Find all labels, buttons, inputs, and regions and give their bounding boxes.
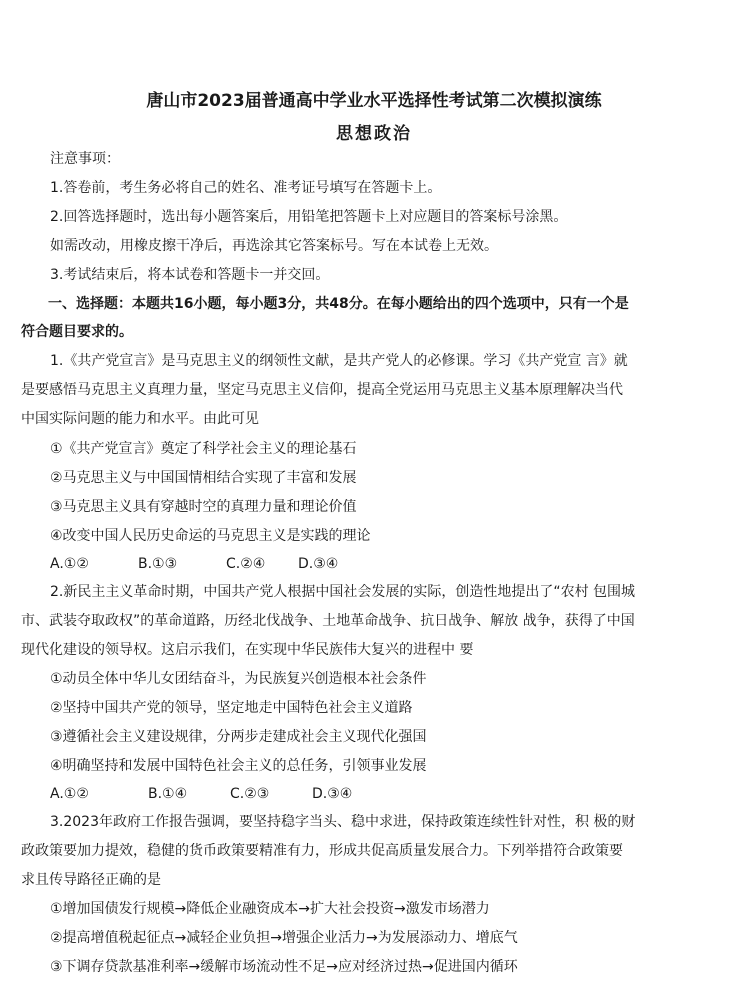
q1-stem-line-1: 1.《共产党宣言》是马克思主义的纲领性文献，是共产党人的必修课。学习《共产党宣 言》就 [50, 353, 628, 369]
q1-option-4: ④改变中国人民历史命运的马克思主义是实践的理论 [50, 528, 371, 544]
q2-choice-d: D.③④ [312, 786, 353, 802]
q2-option-2: ②坚持中国共产党的领导，坚定地走中国特色社会主义道路 [50, 700, 413, 716]
q1-choice-d: D.③④ [298, 556, 339, 572]
q3-option-2: ②提高增值税起征点→减轻企业负担→增强企业活力→为发展添动力、增底气 [50, 930, 518, 946]
document-title: 唐山市2023届普通高中学业水平选择性考试第二次模拟演练 [146, 91, 602, 111]
q1-stem-line-2: 是要感悟马克思主义真理力量，坚定马克思主义信仰，提高全党运用马克思主义基本原理解决当代 [21, 382, 623, 398]
q2-option-3: ③遵循社会主义建设规律，分两步走建成社会主义现代化强国 [50, 729, 427, 745]
q2-choice-b: B.①④ [148, 786, 188, 802]
notice-heading: 注意事项： [50, 151, 120, 167]
q3-stem-line-1: 3.2023年政府工作报告强调，要坚持稳字当头、稳中求进，保持政策连续性针对性，积 极的财 [50, 814, 636, 830]
document-subject: 思想政治 [336, 124, 412, 144]
q1-stem-line-3: 中国实际问题的能力和水平。由此可见 [21, 411, 259, 427]
q2-choice-c: C.②③ [230, 786, 270, 802]
q2-stem-line-3: 现代化建设的领导权。这启示我们，在实现中华民族伟大复兴的进程中 要 [21, 642, 474, 658]
q1-option-2: ②马克思主义与中国国情相结合实现了丰富和发展 [50, 470, 357, 486]
q1-choice-c: C.②④ [226, 556, 266, 572]
section-heading-continued: 符合题目要求的。 [21, 324, 133, 340]
notice-item-2: 2.回答选择题时，选出每小题答案后，用铅笔把答题卡上对应题目的答案标号涂黑。 [50, 209, 568, 225]
q1-option-3: ③马克思主义具有穿越时空的真理力量和理论价值 [50, 499, 357, 515]
q3-stem-line-2: 政政策要加力提效，稳健的货币政策要精准有力，形成共促高质量发展合力。下列举措符合政策要 [21, 843, 623, 859]
notice-item-2-continued: 如需改动，用橡皮擦干净后，再选涂其它答案标号。写在本试卷上无效。 [50, 238, 498, 254]
q2-stem-line-2: 市、武装夺取政权”的革命道路，历经北伐战争、土地革命战争、抗日战争、解放 战争，获得了中国 [21, 613, 635, 629]
q1-choice-a: A.①② [50, 556, 89, 572]
section-heading: 一、选择题：本题共16小题，每小题3分，共48分。在每小题给出的四个选项中，只有一个是 [48, 296, 629, 312]
q3-option-3: ③下调存贷款基准利率→缓解市场流动性不足→应对经济过热→促进国内循环 [50, 959, 518, 975]
q1-choice-b: B.①③ [138, 556, 178, 572]
q2-option-1: ①动员全体中华儿女团结奋斗，为民族复兴创造根本社会条件 [50, 671, 427, 687]
notice-item-1: 1.答卷前，考生务必将自己的姓名、准考证号填写在答题卡上。 [50, 180, 442, 196]
q2-answer-choices [50, 785, 352, 803]
q2-choice-a: A.①② [50, 786, 89, 802]
q1-answer-choices [50, 555, 338, 573]
notice-item-3: 3.考试结束后，将本试卷和答题卡一并交回。 [50, 267, 330, 283]
q2-option-4: ④明确坚持和发展中国特色社会主义的总任务，引领事业发展 [50, 758, 427, 774]
q2-stem-line-1: 2.新民主主义革命时期，中国共产党人根据中国社会发展的实际，创造性地提出了“农村 包围城 [50, 584, 636, 600]
q3-option-1: ①增加国债发行规模→降低企业融资成本→扩大社会投资→激发市场潜力 [50, 901, 490, 917]
q1-option-1: ①《共产党宣言》奠定了科学社会主义的理论基石 [50, 441, 357, 457]
q3-stem-line-3: 求且传导路径正确的是 [21, 872, 161, 888]
